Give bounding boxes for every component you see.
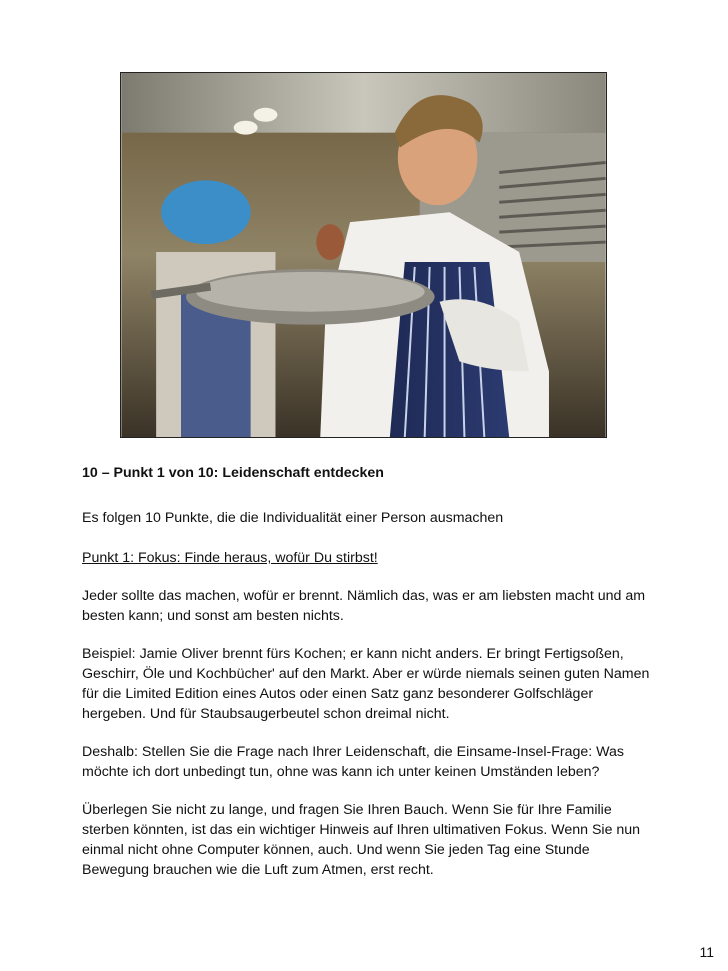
page-number: 11 (699, 944, 714, 960)
section-heading: 10 – Punkt 1 von 10: Leidenschaft entdecken (82, 465, 384, 481)
paragraph-1: Jeder sollte das machen, wofür er brennt. Nämlich das, was er am liebsten macht und am besten kann; und sonst am besten nichts. (82, 588, 646, 624)
paragraph-3: Deshalb: Stellen Sie die Frage nach Ihrer Leidenschaft, die Einsame-Insel-Frage: Was möchte ich dort unbedingt tun, ohne was kann ich unter keinen Umständen leben? (82, 744, 625, 780)
paragraph-4: Überlegen Sie nicht zu lange, und fragen Sie Ihren Bauch. Wenn Sie für Ihre Familie sterben könnten, ist das ein wichtiger Hinweis auf Ihren ultimativen Fokus. Wenn Sie nun einmal nicht ohne Computer können, auch. Und wenn Sie jeden Tag eine Stunde Bewegung brauchen wie die Luft zum Atmen, erst recht. (82, 802, 641, 878)
kitchen-scene-illustration (121, 73, 606, 437)
paragraph-2: Beispiel: Jamie Oliver brennt fürs Kochen; er kann nicht anders. Er bringt Fertigsoßen, Geschirr, Öle und Kochbücher' auf den Markt. Aber er würde niemals seinen guten Namen für die Limited Edition eines Autos oder einen Satz ganz besonderer Golfschläger hergeben. Und für Staubsaugerbeutel schon dreimal nicht. (82, 646, 650, 722)
chef-photo (120, 72, 607, 438)
point-title: Punkt 1: Fokus: Finde heraus, wofür Du stirbst! (82, 550, 378, 566)
intro-text: Es folgen 10 Punkte, die die Individualität einer Person ausmachen (82, 510, 504, 526)
